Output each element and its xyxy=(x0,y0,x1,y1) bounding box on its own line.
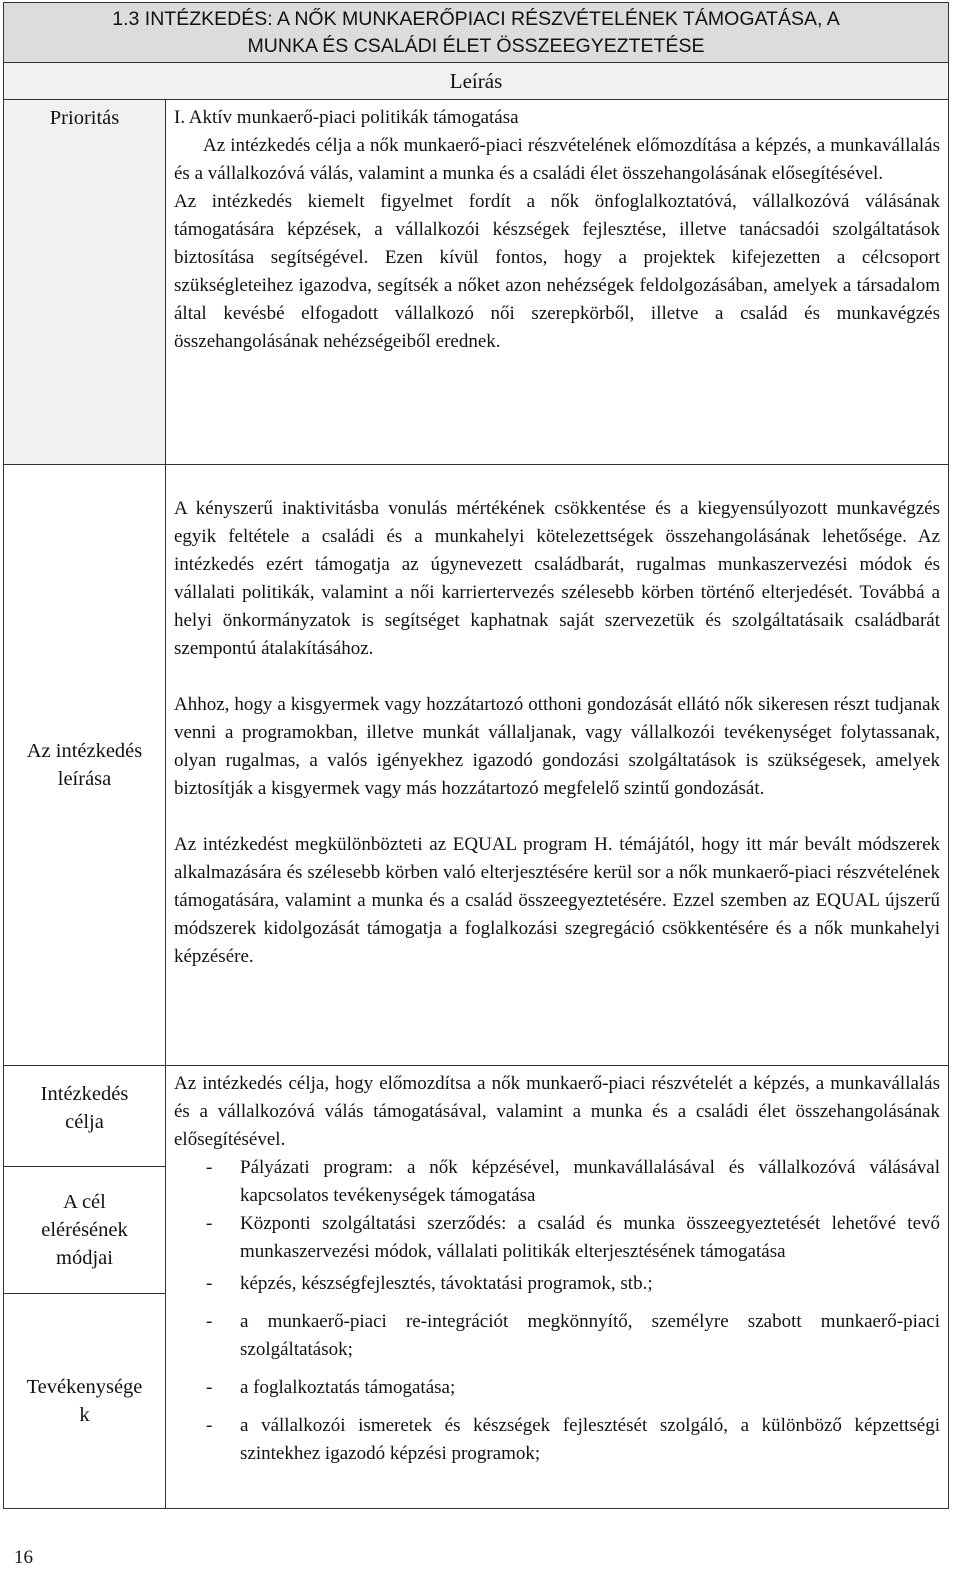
prioritas-label: Prioritás xyxy=(49,107,120,129)
prioritas-content xyxy=(166,100,949,465)
prioritas-label-cell xyxy=(4,100,166,465)
tevekenysegek-item: - a munkaerő-piaci re-integrációt megkönnyítő, személyre szabott munkaerő-piaci szolgáltatások; xyxy=(206,1311,941,1360)
prioritas-para-2: Az intézkedés kiemelt figyelmet fordít a nők önfoglalkoztatóvá, vállalkozóvá válásának támogatására képzések, a vállalkozói készségek fejlesztése, illetve tanácsadói szolgáltatások biztosítása segítségével. Ezen kívül fontos, hogy a projektek kifejezetten a célcsoport szükségleteihez igazodva, segítsék a nőket azon nehézségek feldolgozásában, amelyek a társadalom által kevésbé elfogadott vállalkozó női szerepkörből, illetve a család és munkavégzés összehangolásának nehézségeiből erednek. xyxy=(174,191,941,352)
celja-row xyxy=(4,1066,949,1167)
leiras-header-row xyxy=(4,63,949,100)
leiras-heading: Leírás xyxy=(4,63,949,100)
prioritas-title: I. Aktív munkaerő-piaci politikák támogatása xyxy=(174,107,519,128)
leirasa-para-2: Ahhoz, hogy a kisgyermek vagy hozzátartozó otthoni gondozását ellátó nők sikeresen részt tudjanak venni a programokban, illetve munkát vállaljanak, vagy vállalkozói tevékenységet folytassanak, olyan rugalmas, a valós igényekhez igazodó gondozási szolgáltatások is szükségesek, amelyek biztosítják a kisgyermek vagy más hozzátartozó megfelelő szintű gondozását. xyxy=(174,694,941,799)
celja-label-cell xyxy=(4,1066,166,1167)
measure-title-line1: 1.3 INTÉZKEDÉS: A NŐK MUNKAERŐPIACI RÉSZVÉTELÉNEK TÁMOGATÁSA, A xyxy=(112,8,840,30)
page-number: 16 xyxy=(14,1547,33,1568)
modjai-label-cell xyxy=(4,1167,166,1294)
leirasa-content xyxy=(166,465,949,1066)
tevekenysegek-item: - a vállalkozói ismeretek és készségek fejlesztését szolgáló, a különböző képzettségi szintekhez igazodó képzési programok; xyxy=(206,1415,941,1464)
tevekenysegek-label-cell xyxy=(4,1294,166,1509)
celja-modjai-tevekenysegek-content xyxy=(166,1066,949,1509)
leirasa-para-3: Az intézkedést megkülönbözteti az EQUAL program H. témájától, hogy itt már bevált módszerek alkalmazására és szélesebb körben való elterjesztésére kerül sor a nők munkaerő-piaci részvételének támogatására, valamint a munka és a család összeegyeztetésére. Ezzel szemben az EQUAL újszerű módszerek kidolgozását támogatja a foglalkozási szegregáció csökkentésére és a nők munkahelyi képzésére. xyxy=(174,834,941,967)
tevekenysegek-label-line1: Tevékenysége xyxy=(26,1376,143,1398)
prioritas-row xyxy=(4,100,949,465)
modjai-label-line2: elérésének xyxy=(41,1219,128,1241)
tevekenysegek-item: - képzés, készségfejlesztés, távoktatási programok, stb.; xyxy=(206,1273,653,1294)
celja-label-line2: célja xyxy=(65,1111,104,1133)
modjai-item: - Központi szolgáltatási szerződés: a család és munka összeegyeztetését lehetővé tevő munkaszervezési módok, vállalati politikák elterjesztésének támogatása xyxy=(206,1213,941,1262)
leirasa-label-cell xyxy=(4,465,166,1066)
celja-label-line1: Intézkedés xyxy=(40,1083,129,1105)
modjai-label-line3: módjai xyxy=(56,1247,113,1269)
tevekenysegek-item: - a foglalkoztatás támogatása; xyxy=(206,1377,456,1398)
prioritas-para-1: Az intézkedés célja a nők munkaerő-piaci részvételének előmozdítása a képzés, a munkavállalás és a vállalkozóvá válás, valamint a munka és a családi élet összehangolásának elősegítésével. xyxy=(174,135,941,184)
leirasa-label-line2: leírása xyxy=(57,768,112,790)
measure-title xyxy=(4,3,949,63)
leirasa-para-1: A kényszerű inaktivitásba vonulás mértékének csökkentése és a kiegyensúlyozott munkavégzés egyik feltétele a családi és a munkahelyi kötelezettségek összehangolásának lehetősége. Az intézkedés ezért támogatja az úgynevezett családbarát, rugalmas munkaszervezési módok és vállalati politikák, valamint a női karriertervezés szélesebb körben történő elterjedését. Továbbá a helyi önkormányzatok is segítséget kaphatnak saját szervezetük és szolgáltatásaik családbarát szempontú átalakításához. xyxy=(174,498,941,659)
tevekenysegek-list xyxy=(174,1270,940,1468)
celja-text: Az intézkedés célja, hogy előmozdítsa a nők munkaerő-piaci részvételét a képzés, a munkavállalás és a vállalkozóvá válás támogatásával, valamint a munka és a családi élet összehangolásának elősegítésével. xyxy=(174,1073,941,1150)
title-row xyxy=(4,3,949,63)
measure-title-line2: MUNKA ÉS CSALÁDI ÉLET ÖSSZEEGYEZTETÉSE xyxy=(247,35,705,57)
modjai-label-line1: A cél xyxy=(63,1191,106,1213)
leirasa-row xyxy=(4,465,949,1066)
modjai-item: - Pályázati program: a nők képzésével, munkavállalásával és vállalkozóvá válásával kapcsolatos tevékenységek támogatása xyxy=(206,1157,941,1206)
tevekenysegek-label-line2: k xyxy=(79,1404,90,1426)
modjai-list xyxy=(174,1154,940,1266)
measure-table xyxy=(3,2,949,1509)
leirasa-label-line1: Az intézkedés xyxy=(26,740,143,762)
